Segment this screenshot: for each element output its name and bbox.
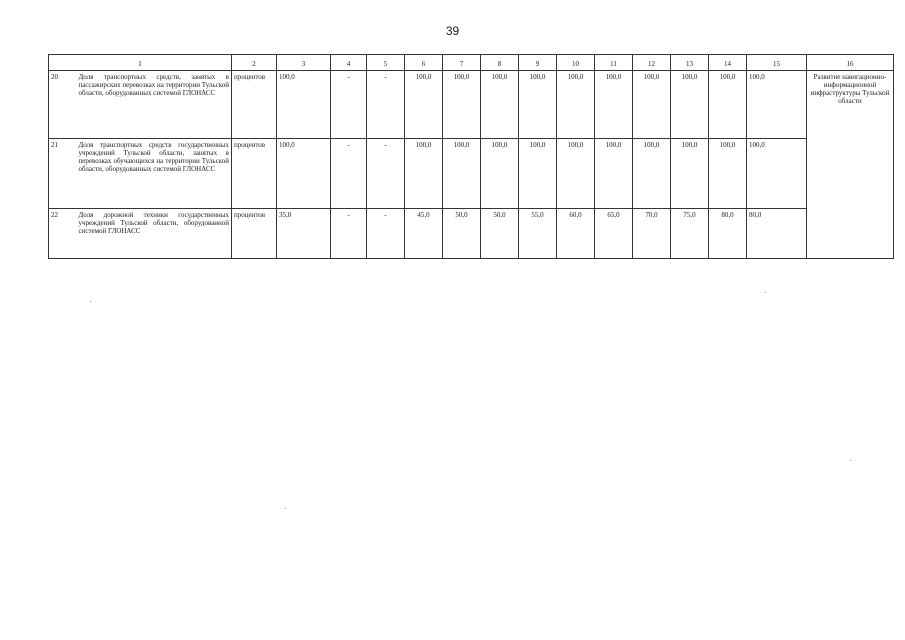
value-cell: 50,0 (481, 209, 519, 259)
header-col-4: 4 (331, 55, 367, 71)
value-cell: 100,0 (557, 71, 595, 139)
value-cell: 65,0 (595, 209, 633, 259)
value-cell: 100,0 (747, 71, 807, 139)
value-cell: - (331, 209, 367, 259)
value-cell: - (367, 71, 405, 139)
header-col-6: 6 (405, 55, 443, 71)
table-header-row (49, 55, 894, 71)
value-cell: 100,0 (481, 71, 519, 139)
program-note: Развитие навигационно-информационной инфраструктуры Тульской области (807, 71, 894, 259)
header-col-1: 1 (49, 55, 232, 71)
header-col-10: 10 (557, 55, 595, 71)
value-cell: 100,0 (443, 71, 481, 139)
table-row (49, 71, 894, 139)
value-cell: 70,0 (633, 209, 671, 259)
value-cell: - (331, 139, 367, 209)
value-cell: 100,0 (443, 139, 481, 209)
header-col-14: 14 (709, 55, 747, 71)
value-cell: 100,0 (277, 139, 331, 209)
header-col-5: 5 (367, 55, 405, 71)
value-cell: 100,0 (595, 71, 633, 139)
value-cell: 35,0 (277, 209, 331, 259)
value-cell: 100,0 (557, 139, 595, 209)
row-number: 22 (49, 209, 77, 259)
value-cell: 100,0 (277, 71, 331, 139)
value-cell: 100,0 (405, 139, 443, 209)
value-cell: 100,0 (519, 71, 557, 139)
header-col-7: 7 (443, 55, 481, 71)
value-cell: 80,0 (709, 209, 747, 259)
value-cell: - (331, 71, 367, 139)
indicator-name: Доля транспортных средств, занятых в пассажирских перевозках на территории Тульской области, оборудованных системой ГЛОНАСС (77, 71, 232, 139)
unit-cell: процентов (232, 209, 277, 259)
value-cell: 75,0 (671, 209, 709, 259)
value-cell: 100,0 (671, 139, 709, 209)
value-cell: 100,0 (633, 71, 671, 139)
header-col-15: 15 (747, 55, 807, 71)
value-cell: 80,0 (747, 209, 807, 259)
header-col-3: 3 (277, 55, 331, 71)
unit-cell: процентов (232, 139, 277, 209)
value-cell: 100,0 (405, 71, 443, 139)
scan-speck (765, 292, 766, 293)
value-cell: - (367, 139, 405, 209)
page-number: 39 (445, 24, 460, 38)
table-row (49, 139, 894, 209)
indicator-name: Доля транспортных средств государственных учреждений Тульской области, занятых в перевозках обучающихся на территории Тульской области, оборудованных системой ГЛОНАСС (77, 139, 232, 209)
unit-cell: процентов (232, 71, 277, 139)
value-cell: - (367, 209, 405, 259)
header-col-13: 13 (671, 55, 709, 71)
indicator-name: Доля дорожной техники государственных учреждений Тульской области, оборудованной системой ГЛОНАСС (77, 209, 232, 259)
value-cell: 45,0 (405, 209, 443, 259)
scan-speck (850, 460, 851, 461)
header-col-12: 12 (633, 55, 671, 71)
value-cell: 100,0 (633, 139, 671, 209)
header-col-8: 8 (481, 55, 519, 71)
row-number: 21 (49, 139, 77, 209)
header-col-16: 16 (807, 55, 894, 71)
header-col-2: 2 (232, 55, 277, 71)
header-col-11: 11 (595, 55, 633, 71)
row-number: 20 (49, 71, 77, 139)
table-row (49, 209, 894, 259)
scan-speck (285, 508, 286, 509)
value-cell: 100,0 (519, 139, 557, 209)
value-cell: 60,0 (557, 209, 595, 259)
scan-speck (90, 301, 91, 302)
value-cell: 100,0 (747, 139, 807, 209)
value-cell: 100,0 (595, 139, 633, 209)
value-cell: 55,0 (519, 209, 557, 259)
indicators-table (48, 54, 894, 259)
value-cell: 50,0 (443, 209, 481, 259)
header-col-9: 9 (519, 55, 557, 71)
value-cell: 100,0 (671, 71, 709, 139)
value-cell: 100,0 (481, 139, 519, 209)
value-cell: 100,0 (709, 71, 747, 139)
value-cell: 100,0 (709, 139, 747, 209)
